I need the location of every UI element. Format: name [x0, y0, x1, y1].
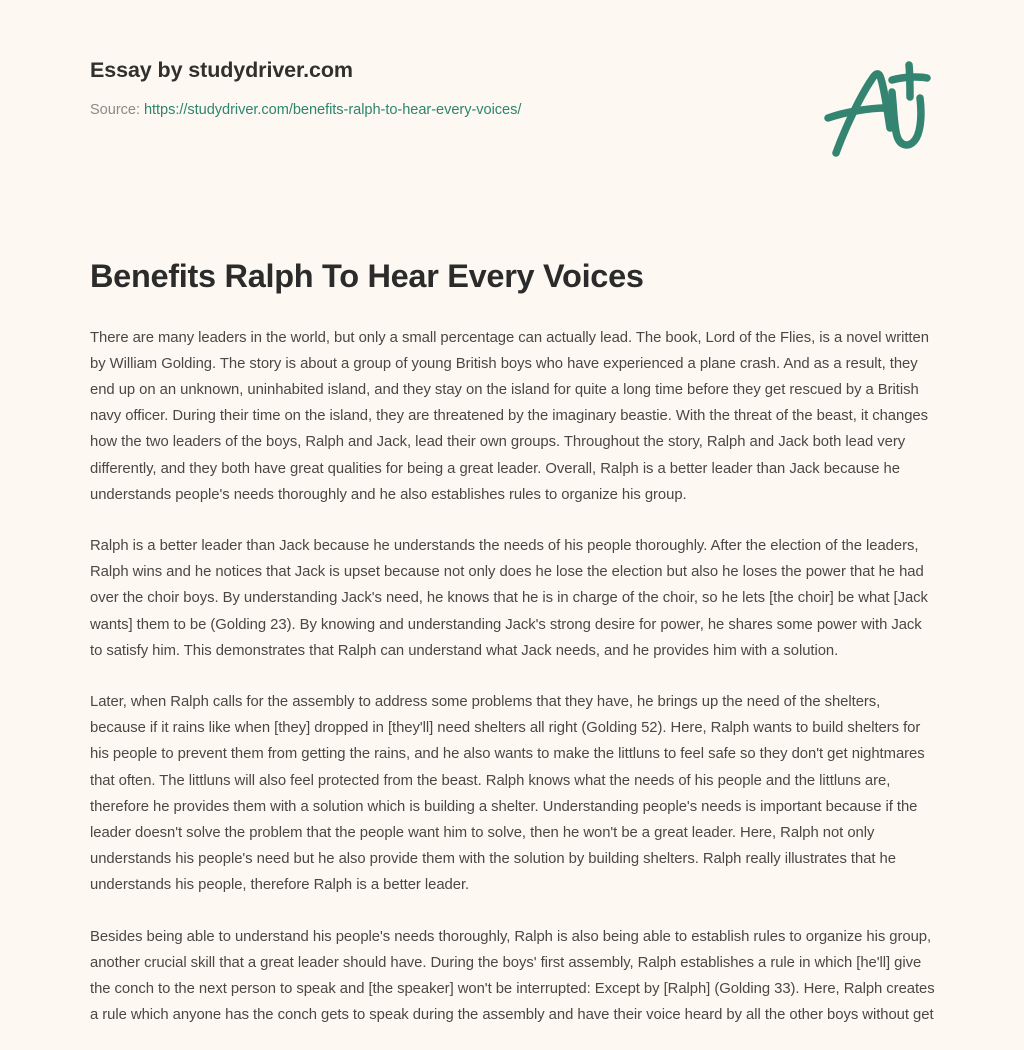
- source-url-link[interactable]: https://studydriver.com/benefits-ralph-to-hear-every-voices/: [143, 101, 522, 118]
- paragraph: Ralph is a better leader than Jack because he understands the needs of his people thoroughly. After the election of the leaders, Ralph wins and he notices that Jack is upset because not only does he lose the election but also he loses the power that he had over the choir boys. By understanding Jack's need, he knows that he is in charge of the choir, so he lets [the choir] be what [Jack wants] them to be (Golding 23). By knowing and understanding Jack's strong desire for power, he shares some power with Jack to satisfy him. This demonstrates that Ralph can understand what Jack needs, and he provides him with a solution.: [90, 538, 928, 659]
- page-title: Benefits Ralph To Hear Every Voices: [90, 258, 644, 294]
- studydriver-a-plus-logo-icon: [814, 52, 946, 172]
- page-header: [0, 0, 1024, 160]
- paragraph: Besides being able to understand his people's needs thoroughly, Ralph is also being able to establish rules to organize his group, another crucial skill that a great leader should have. During the boys' first assembly, Ralph establishes a rule in which [he'll] give the conch to the next person to speak and [the speaker] won't be interrupted: Except by [Ralph] (Golding 33). Here, Ralph creates a rule which anyone has the conch gets to speak during the assembly and have their voice heard by all the other boys without get: [90, 928, 935, 1024]
- paragraph: There are many leaders in the world, but only a small percentage can actually lead. The book, Lord of the Flies, is a novel written by William Golding. The story is about a group of young British boys who have experienced a plane crash. And as a result, they end up on an unknown, uninhabited island, and they stay on the island for quite a long time before they get rescued by a British navy officer. During their time on the island, they are threatened by the imaginary beastie. With the threat of the beast, it changes how the two leaders of the boys, Ralph and Jack, lead their own groups. Throughout the story, Ralph and Jack both lead very differently, and they both have great qualities for being a great leader. Overall, Ralph is a better leader than Jack because he understands people's needs thoroughly and he also establishes rules to organize his group.: [90, 329, 929, 503]
- paragraph: Later, when Ralph calls for the assembly to address some problems that they have, he brings up the need of the shelters, because if it rains like when [they] dropped in [they'll] need shelters all right (Golding 52). Here, Ralph wants to build shelters for his people to prevent them from getting the rains, and he also wants to make the littluns to feel safe so they don't get nightmares that often. The littluns will also feel protected from the beast. Ralph knows what the needs of his people and the littluns are, therefore he provides them with a solution which is building a shelter. Understanding people's needs is important because if the leader doesn't solve the problem that the people want him to solve, then he won't be a great leader. Here, Ralph not only understands his people's need but he also provide them with the solution by building shelters. Ralph really illustrates that he understands his people, therefore Ralph is a better leader.: [90, 694, 925, 894]
- brand-title: Essay by studydriver.com: [90, 58, 353, 82]
- source-label: Source:: [90, 101, 140, 118]
- article-body: [90, 325, 938, 1029]
- article: [0, 256, 1024, 1029]
